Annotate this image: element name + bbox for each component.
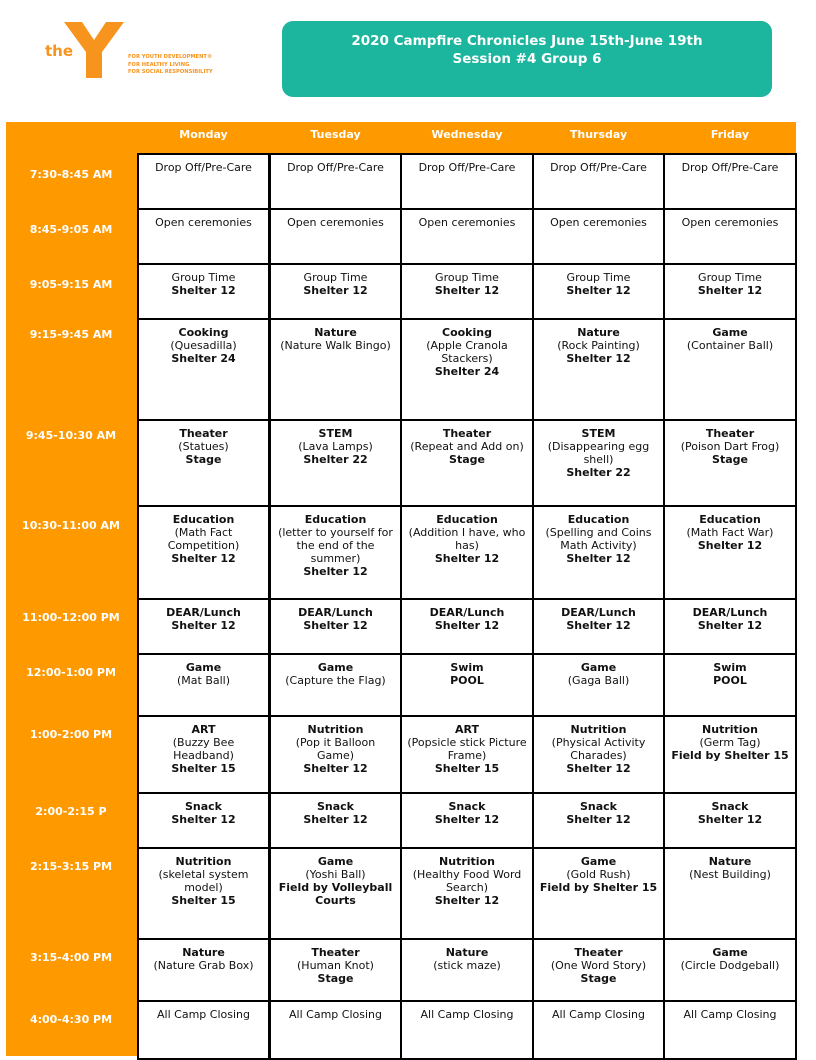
activity-bold-line: Nutrition bbox=[570, 723, 627, 736]
schedule-cell bbox=[663, 1000, 797, 1060]
activity-line: (Physical Activity bbox=[551, 736, 646, 749]
day-header-tuesday: Tuesday bbox=[310, 128, 361, 141]
activity-bold-line: Shelter 15 bbox=[171, 894, 236, 907]
schedule-cell bbox=[400, 715, 534, 794]
activity-bold-line: Snack bbox=[711, 800, 749, 813]
activity-bold-line: Theater bbox=[311, 946, 360, 959]
activity-line: (skeletal system bbox=[158, 868, 249, 881]
schedule-cell bbox=[137, 263, 270, 320]
time-slot-label: 8:45-9:05 AM bbox=[29, 223, 113, 236]
activity-line: (Pop it Balloon bbox=[295, 736, 376, 749]
activity-line: All Camp Closing bbox=[552, 1008, 645, 1021]
activity-bold-line: Shelter 12 bbox=[434, 619, 500, 632]
activity-line: (Repeat and Add on) bbox=[410, 440, 524, 453]
activity-line: (Apple Cranola bbox=[426, 339, 508, 352]
activity-bold-line: Game bbox=[317, 661, 354, 674]
schedule-cell bbox=[400, 419, 534, 507]
activity-bold-line: Shelter 12 bbox=[566, 619, 631, 632]
activity-line: (Popsicle stick Picture bbox=[407, 736, 527, 749]
activity-line: Open ceremonies bbox=[287, 216, 384, 229]
schedule-cell bbox=[269, 153, 402, 210]
time-slot-label: 11:00-12:00 PM bbox=[22, 611, 120, 624]
activity-bold-line: ART bbox=[455, 723, 479, 736]
schedule-cell bbox=[663, 263, 797, 320]
activity-bold-line: Shelter 12 bbox=[434, 894, 500, 907]
schedule-cell bbox=[137, 792, 270, 849]
schedule-cell bbox=[269, 318, 402, 421]
schedule-cell bbox=[532, 505, 665, 600]
activity-bold-line: Shelter 12 bbox=[303, 813, 368, 826]
activity-bold-line: Nature bbox=[577, 326, 620, 339]
activity-line: (Rock Painting) bbox=[557, 339, 640, 352]
activity-bold-line: Shelter 12 bbox=[566, 762, 631, 775]
activity-bold-line: ART bbox=[191, 723, 216, 736]
activity-bold-line: Shelter 12 bbox=[303, 284, 368, 297]
activity-bold-line: Nature bbox=[314, 326, 357, 339]
schedule-cell bbox=[663, 208, 797, 265]
activity-bold-line: Shelter 12 bbox=[566, 813, 631, 826]
schedule-cell bbox=[663, 318, 797, 421]
time-slot-label: 4:00-4:30 PM bbox=[29, 1013, 113, 1026]
activity-line: Search) bbox=[445, 881, 489, 894]
activity-bold-line: Game bbox=[580, 855, 617, 868]
schedule-cell bbox=[532, 419, 665, 507]
activity-bold-line: Shelter 22 bbox=[303, 453, 368, 466]
schedule-cell bbox=[269, 598, 402, 655]
activity-line: (Nature Grab Box) bbox=[153, 959, 254, 972]
activity-line: Frame) bbox=[447, 749, 487, 762]
schedule-cell bbox=[532, 653, 665, 717]
schedule-cell bbox=[663, 715, 797, 794]
time-slot-label: 2:00-2:15 P bbox=[35, 805, 107, 818]
activity-line: Drop Off/Pre-Care bbox=[155, 161, 252, 174]
schedule-cell bbox=[400, 1000, 534, 1060]
activity-bold-line: Nutrition bbox=[307, 723, 364, 736]
tagline-line: FOR HEALTHY LIVING bbox=[128, 61, 190, 68]
schedule-cell bbox=[137, 715, 270, 794]
day-header-thursday: Thursday bbox=[569, 128, 628, 141]
activity-line: (Buzzy Bee bbox=[172, 736, 235, 749]
svg-text:YMCA: YMCA bbox=[102, 52, 115, 71]
activity-line: (Disappearing egg bbox=[547, 440, 650, 453]
activity-line: (Container Ball) bbox=[686, 339, 774, 352]
activity-line: Drop Off/Pre-Care bbox=[287, 161, 384, 174]
tagline-line: FOR SOCIAL RESPONSIBILITY bbox=[128, 69, 213, 76]
time-slot-label: 1:00-2:00 PM bbox=[29, 728, 113, 741]
schedule-cell bbox=[137, 653, 270, 717]
schedule-cell bbox=[137, 1000, 270, 1060]
activity-line: Open ceremonies bbox=[681, 216, 779, 229]
activity-bold-line: Stage bbox=[317, 972, 354, 985]
schedule-cell bbox=[269, 505, 402, 600]
schedule-cell bbox=[269, 715, 402, 794]
schedule-cell bbox=[269, 938, 402, 1002]
schedule-cell bbox=[400, 598, 534, 655]
schedule-cell bbox=[400, 153, 534, 210]
ymca-logo bbox=[40, 20, 230, 82]
activity-line: (Gaga Ball) bbox=[567, 674, 630, 687]
ymca-y-icon bbox=[64, 22, 124, 78]
tagline-line: FOR YOUTH DEVELOPMENT® bbox=[128, 54, 213, 60]
activity-line: (Quesadilla) bbox=[170, 339, 237, 352]
activity-bold-line: Stage bbox=[580, 972, 617, 985]
activity-bold-line: DEAR/Lunch bbox=[166, 606, 241, 619]
activity-bold-line: Stage bbox=[185, 453, 222, 466]
activity-bold-line: POOL bbox=[450, 674, 484, 687]
activity-line: (Spelling and Coins bbox=[545, 526, 652, 539]
activity-line: (Mat Ball) bbox=[176, 674, 231, 687]
activity-line: model) bbox=[184, 881, 223, 894]
schedule-cell bbox=[400, 653, 534, 717]
schedule-cell bbox=[269, 1000, 402, 1060]
activity-bold-line: Courts bbox=[315, 894, 356, 907]
activity-bold-line: Nutrition bbox=[702, 723, 758, 736]
schedule-cell bbox=[269, 419, 402, 507]
activity-line: (Healthy Food Word bbox=[412, 868, 522, 881]
activity-bold-line: DEAR/Lunch bbox=[298, 606, 373, 619]
activity-bold-line: Shelter 12 bbox=[697, 813, 763, 826]
day-header-wednesday: Wednesday bbox=[431, 128, 503, 141]
activity-line: (Germ Tag) bbox=[699, 736, 761, 749]
logo-tagline bbox=[128, 54, 213, 77]
schedule-cell bbox=[400, 792, 534, 849]
activity-bold-line: Education bbox=[567, 513, 630, 526]
schedule-cell bbox=[269, 208, 402, 265]
schedule-cell bbox=[137, 318, 270, 421]
schedule-cell bbox=[663, 847, 797, 940]
activity-bold-line: POOL bbox=[713, 674, 747, 687]
activity-bold-line: STEM bbox=[318, 427, 353, 440]
activity-line: Group Time bbox=[698, 271, 762, 284]
activity-bold-line: Snack bbox=[184, 800, 222, 813]
activity-bold-line: Stage bbox=[449, 453, 485, 466]
schedule-cell bbox=[532, 847, 665, 940]
time-slot-label: 9:05-9:15 AM bbox=[29, 278, 113, 291]
activity-bold-line: Shelter 12 bbox=[171, 813, 236, 826]
activity-bold-line: Shelter 12 bbox=[303, 619, 368, 632]
activity-bold-line: Game bbox=[317, 855, 354, 868]
activity-line: (Poison Dart Frog) bbox=[680, 440, 780, 453]
schedule-cell bbox=[400, 263, 534, 320]
activity-line: Group Time bbox=[566, 271, 631, 284]
activity-bold-line: Game bbox=[712, 326, 748, 339]
activity-bold-line: Field by Shelter 15 bbox=[539, 881, 658, 894]
activity-line: (Human Knot) bbox=[297, 959, 374, 972]
activity-line: (Lava Lamps) bbox=[298, 440, 373, 453]
schedule-cell bbox=[532, 598, 665, 655]
activity-bold-line: Snack bbox=[316, 800, 354, 813]
activity-line: Group Time bbox=[303, 271, 368, 284]
activity-line: summer) bbox=[310, 552, 361, 565]
activity-line: (Nature Walk Bingo) bbox=[280, 339, 391, 352]
time-slot-label: 9:45-10:30 AM bbox=[25, 429, 117, 442]
schedule-cell bbox=[269, 653, 402, 717]
activity-bold-line: Theater bbox=[179, 427, 228, 440]
activity-line: All Camp Closing bbox=[420, 1008, 514, 1021]
activity-bold-line: Shelter 12 bbox=[697, 284, 763, 297]
activity-bold-line: Nature bbox=[445, 946, 489, 959]
activity-line: Group Time bbox=[435, 271, 499, 284]
activity-line: Drop Off/Pre-Care bbox=[418, 161, 516, 174]
activity-line: (Nest Building) bbox=[689, 868, 771, 881]
day-header-monday: Monday bbox=[179, 128, 228, 141]
activity-bold-line: Snack bbox=[448, 800, 486, 813]
activity-line: shell) bbox=[583, 453, 614, 466]
schedule-table bbox=[6, 122, 796, 1056]
activity-bold-line: Shelter 12 bbox=[303, 565, 368, 578]
activity-bold-line: Education bbox=[699, 513, 761, 526]
schedule-cell bbox=[269, 263, 402, 320]
schedule-cell bbox=[400, 318, 534, 421]
schedule-cell bbox=[663, 598, 797, 655]
activity-line: (stick maze) bbox=[433, 959, 501, 972]
schedule-cell bbox=[532, 715, 665, 794]
schedule-cell bbox=[137, 598, 270, 655]
schedule-cell bbox=[532, 208, 665, 265]
time-slot-label: 7:30-8:45 AM bbox=[29, 168, 113, 181]
activity-line: (Math Fact bbox=[174, 526, 233, 539]
schedule-cell bbox=[269, 792, 402, 849]
activity-line: (Gold Rush) bbox=[566, 868, 631, 881]
time-slot-label: 3:15-4:00 PM bbox=[29, 951, 113, 964]
schedule-cell bbox=[532, 318, 665, 421]
schedule-cell bbox=[137, 938, 270, 1002]
schedule-cell bbox=[663, 938, 797, 1002]
schedule-cell bbox=[400, 938, 534, 1002]
activity-bold-line: Swim bbox=[713, 661, 747, 674]
schedule-cell bbox=[663, 792, 797, 849]
schedule-cell bbox=[532, 1000, 665, 1060]
activity-bold-line: Education bbox=[304, 513, 367, 526]
activity-bold-line: Theater bbox=[442, 427, 492, 440]
schedule-cell bbox=[400, 505, 534, 600]
activity-bold-line: Theater bbox=[705, 427, 755, 440]
activity-bold-line: Swim bbox=[450, 661, 484, 674]
activity-bold-line: Shelter 15 bbox=[171, 762, 236, 775]
activity-bold-line: Nature bbox=[708, 855, 752, 868]
activity-bold-line: DEAR/Lunch bbox=[692, 606, 768, 619]
activity-bold-line: Nutrition bbox=[439, 855, 495, 868]
schedule-cell bbox=[663, 505, 797, 600]
activity-bold-line: DEAR/Lunch bbox=[561, 606, 636, 619]
activity-bold-line: Shelter 15 bbox=[434, 762, 500, 775]
activity-bold-line: Game bbox=[580, 661, 617, 674]
activity-line: All Camp Closing bbox=[683, 1008, 777, 1021]
activity-bold-line: Shelter 12 bbox=[566, 284, 631, 297]
schedule-cell bbox=[400, 208, 534, 265]
activity-line: Stackers) bbox=[441, 352, 493, 365]
activity-line: (letter to yourself for bbox=[278, 526, 393, 539]
activity-line: Open ceremonies bbox=[155, 216, 252, 229]
activity-bold-line: Game bbox=[185, 661, 222, 674]
activity-bold-line: Education bbox=[436, 513, 498, 526]
activity-bold-line: Shelter 12 bbox=[566, 352, 631, 365]
schedule-cell bbox=[532, 153, 665, 210]
schedule-cell bbox=[663, 153, 797, 210]
activity-bold-line: DEAR/Lunch bbox=[429, 606, 505, 619]
activity-line: Open ceremonies bbox=[550, 216, 647, 229]
activity-bold-line: Shelter 12 bbox=[303, 762, 368, 775]
schedule-cell bbox=[532, 263, 665, 320]
time-slot-label: 2:15-3:15 PM bbox=[29, 860, 113, 873]
activity-bold-line: Cooking bbox=[442, 326, 492, 339]
activity-bold-line: Shelter 22 bbox=[566, 466, 631, 479]
activity-bold-line: Shelter 12 bbox=[171, 552, 236, 565]
activity-line: (Statues) bbox=[178, 440, 229, 453]
time-slot-label: 12:00-1:00 PM bbox=[26, 666, 116, 679]
schedule-cell bbox=[137, 847, 270, 940]
activity-bold-line: Shelter 12 bbox=[566, 552, 631, 565]
activity-line: Charades) bbox=[570, 749, 627, 762]
activity-line: (Addition I have, who bbox=[408, 526, 526, 539]
schedule-cell bbox=[137, 208, 270, 265]
activity-line: All Camp Closing bbox=[157, 1008, 250, 1021]
activity-line: Open ceremonies bbox=[418, 216, 516, 229]
activity-bold-line: Snack bbox=[579, 800, 617, 813]
schedule-cell bbox=[269, 847, 402, 940]
activity-bold-line: Shelter 12 bbox=[171, 284, 236, 297]
activity-bold-line: Nature bbox=[182, 946, 225, 959]
activity-line: (Capture the Flag) bbox=[285, 674, 386, 687]
schedule-cell bbox=[137, 153, 270, 210]
activity-bold-line: Theater bbox=[574, 946, 623, 959]
activity-line: Group Time bbox=[171, 271, 236, 284]
activity-line: has) bbox=[455, 539, 479, 552]
activity-bold-line: Field by Shelter 15 bbox=[671, 749, 789, 762]
activity-bold-line: Cooking bbox=[178, 326, 229, 339]
time-slot-label: 10:30-11:00 AM bbox=[22, 519, 120, 532]
activity-line: Drop Off/Pre-Care bbox=[550, 161, 647, 174]
day-header-friday: Friday bbox=[710, 128, 750, 141]
activity-line: Competition) bbox=[167, 539, 240, 552]
activity-bold-line: Nutrition bbox=[175, 855, 232, 868]
activity-line: (Yoshi Ball) bbox=[305, 868, 366, 881]
activity-bold-line: Field by Volleyball bbox=[278, 881, 393, 894]
activity-bold-line: Shelter 12 bbox=[434, 284, 500, 297]
schedule-cell bbox=[532, 792, 665, 849]
activity-bold-line: Shelter 12 bbox=[697, 539, 763, 552]
activity-line: Math Activity) bbox=[560, 539, 637, 552]
activity-line: (One Word Story) bbox=[550, 959, 647, 972]
activity-line: Drop Off/Pre-Care bbox=[681, 161, 779, 174]
activity-bold-line: Game bbox=[712, 946, 748, 959]
title-banner bbox=[282, 21, 772, 97]
activity-line: (Math Fact War) bbox=[686, 526, 774, 539]
activity-line: All Camp Closing bbox=[289, 1008, 382, 1021]
schedule-cell bbox=[400, 847, 534, 940]
activity-bold-line: STEM bbox=[581, 427, 616, 440]
activity-bold-line: Shelter 24 bbox=[434, 365, 500, 378]
activity-bold-line: Shelter 12 bbox=[697, 619, 763, 632]
schedule-cell bbox=[137, 419, 270, 507]
time-slot-label: 9:15-9:45 AM bbox=[29, 328, 113, 341]
activity-bold-line: Stage bbox=[712, 453, 748, 466]
activity-bold-line: Shelter 12 bbox=[434, 552, 500, 565]
schedule-cell bbox=[137, 505, 270, 600]
activity-line: Game) bbox=[316, 749, 355, 762]
activity-bold-line: Shelter 24 bbox=[171, 352, 236, 365]
schedule-cell bbox=[663, 419, 797, 507]
activity-bold-line: Education bbox=[172, 513, 235, 526]
schedule-cell bbox=[532, 938, 665, 1002]
schedule-cell bbox=[663, 653, 797, 717]
activity-bold-line: Shelter 12 bbox=[434, 813, 500, 826]
activity-bold-line: Shelter 12 bbox=[171, 619, 236, 632]
title-line-2: Session #4 Group 6 bbox=[452, 51, 602, 67]
activity-line: (Circle Dodgeball) bbox=[680, 959, 780, 972]
activity-line: Headband) bbox=[173, 749, 234, 762]
title-line-1: 2020 Campfire Chronicles June 15th-June 19th bbox=[351, 33, 703, 49]
activity-line: the end of the bbox=[296, 539, 375, 552]
logo-the: the bbox=[45, 42, 74, 60]
